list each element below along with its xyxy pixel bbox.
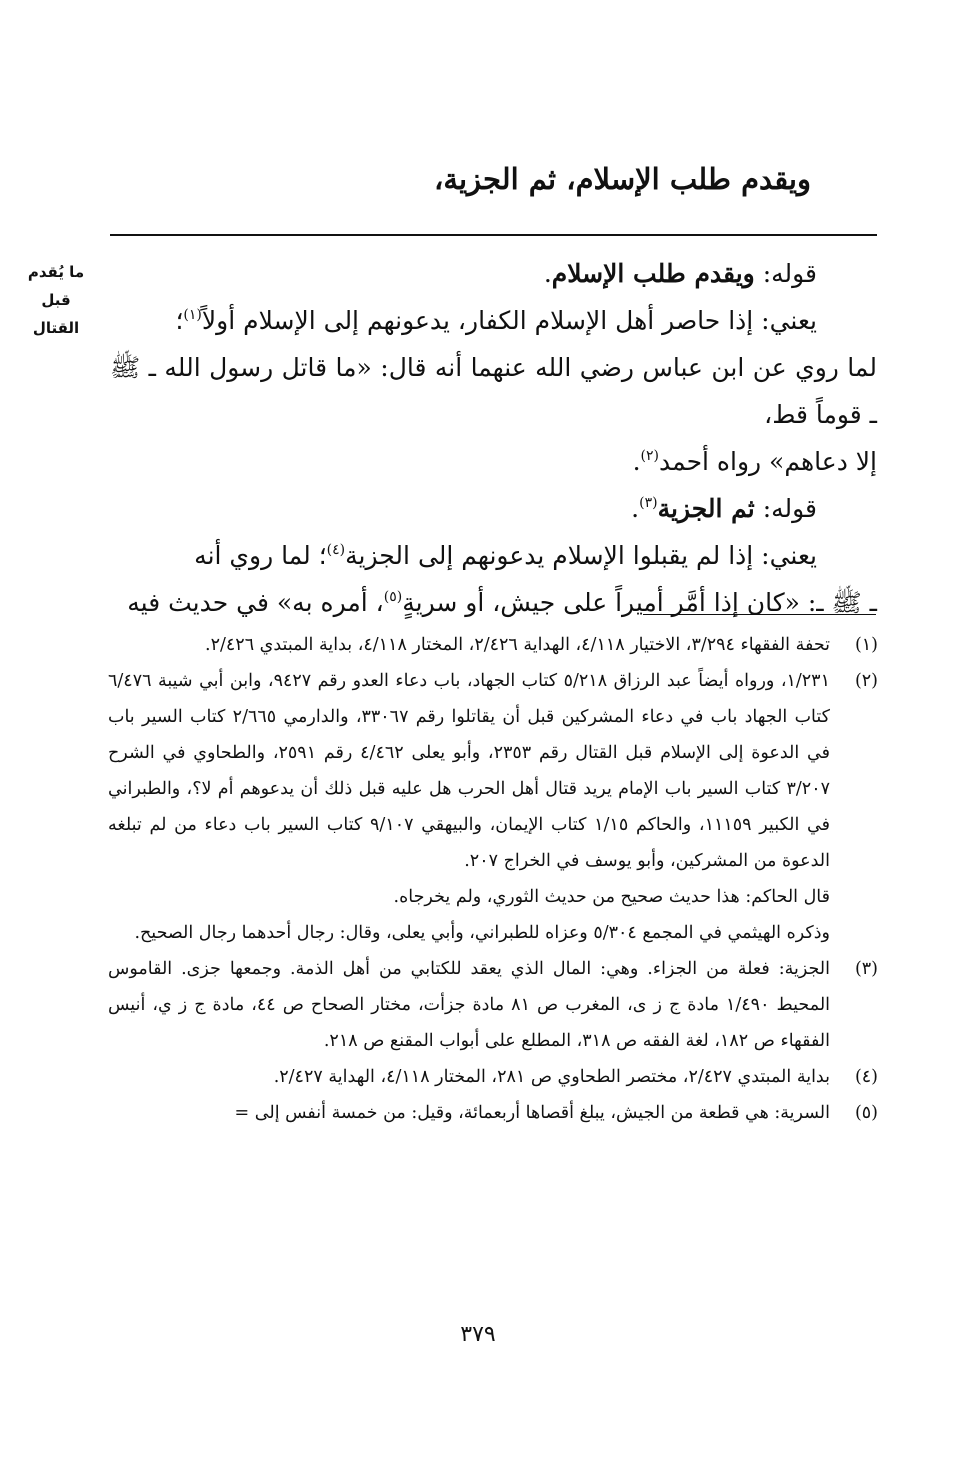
footnote-number: (٣): [854, 959, 878, 979]
margin-note-line: القتال: [32, 319, 80, 337]
footnote-5: [108, 1095, 878, 1131]
footnote-text: الجزية: فعلة من الجزاء. وهي: المال الذي يعقد للكتابي من أهل الذمة. وجمعها جزى. القاموس المحيط ١/٤٩٠ مادة ج ز ى، المغرب ص ٨١ مادة جزأت، مختار الصحاح ص ٤٤، مادة ج ز ي، أنيس الفقهاء ص ١٨٢، لغة الفقه ص ٣١٨، المطلع على أبواب المقنع ص ٢١٨.: [108, 959, 831, 1051]
footnote-number: (٥): [854, 1103, 878, 1123]
margin-note: [18, 258, 94, 342]
main-line: قوله: ثم الجزية$^{(٣)}$.: [631, 494, 817, 523]
main-line: يعني: إذا حاصر أهل الإسلام الكفار، يدعونهم إلى الإسلام أولاً$^{(١)}$؛: [175, 306, 817, 335]
footnote-text: بداية المبتدي ٢/٤٢٧، مختصر الطحاوي ص ٢٨١، المختار ٤/١١٨، الهداية ٢/٤٢٧.: [273, 1067, 830, 1087]
footnote-separator: [643, 614, 876, 615]
main-line: ـ ﷺ ـ: «كان إذا أمَّر أميراً على جيش، أو سريةٍ$^{(٥)}$، أمره به» في حديث فيه: [127, 588, 877, 617]
footnote-2: [108, 663, 878, 951]
footnotes: [108, 627, 878, 1131]
matn-text: ويقدم طلب الإسلام: [551, 259, 755, 288]
footnote-text: ١/٢٣١، ورواه أيضاً عبد الرزاق ٥/٢١٨ كتاب الجهاد، باب دعاء العدو رقم ٩٤٢٧، وابن أبي شيبة ٦/٤٧٦ كتاب الجهاد باب في دعاء المشركين قبل أن يقاتلوا رقم ٣٣٠٦٧، والدارمي ٢/٦٦٥ كتاب السير باب في الدعوة إلى الإسلام قبل القتال رقم ٢٣٥٣، وأبو يعلى ٤/٤٦٢ رقم ٢٥٩١، والطحاوي في الشرح ٣/٢٠٧ كتاب السير باب الإمام يريد قتال أهل الحرب هل عليه قبل ذلك أن يدعوهم أم لا؟، والطبراني في الكبير ١١١٥٩، والحاكم ١/١٥ كتاب الإيمان، والبيهقي ٩/١٠٧ كتاب السير باب دعاء من لم تبلغه الدعوة من المشركين، وأبو يوسف في الخراج ٢٠٧.: [108, 671, 830, 871]
margin-note-line: قبل: [41, 291, 71, 309]
page-number: ٣٧٩: [460, 1322, 496, 1347]
main-line: إلا دعاهم» رواه أحمد$^{(٢)}$.: [632, 447, 877, 476]
footnote-ref[interactable]: (٥): [383, 589, 403, 605]
footnote-text: قال الحاكم: هذا حديث صحيح من حديث الثوري، ولم يخرجاه.: [393, 887, 830, 907]
margin-note-line: ما يُقدم: [27, 263, 85, 281]
footnote-number: (١): [854, 635, 878, 655]
footnote-1: [108, 627, 878, 663]
footnote-number: (٤): [854, 1067, 878, 1087]
main-line: يعني: إذا لم يقبلوا الإسلام يدعونهم إلى الجزية$^{(٤)}$؛ لما روي أنه: [194, 541, 817, 570]
footnote-3: [108, 951, 878, 1059]
footnote-ref[interactable]: (١): [183, 307, 202, 323]
matn-text: ثم الجزية: [657, 494, 755, 523]
footnote-ref[interactable]: (٣): [639, 495, 658, 511]
footnote-text: تحفة الفقهاء ٣/٢٩٤، الاختيار ٤/١١٨، الهداية ٢/٤٢٦، المختار ٤/١١٨، بداية المبتدي ٢/٤٢٦.: [205, 635, 830, 655]
running-head: ويقدم طلب الإسلام، ثم الجزية،: [434, 162, 811, 196]
footnote-4: [108, 1059, 878, 1095]
main-line: قوله: ويقدم طلب الإسلام.: [543, 259, 817, 288]
footnote-ref[interactable]: (٢): [640, 448, 659, 464]
footnote-number: (٢): [854, 671, 878, 691]
main-text: [110, 250, 877, 626]
header-rule: [110, 234, 877, 236]
footnote-ref[interactable]: (٤): [326, 542, 346, 558]
footnote-text: وذكره الهيثمي في المجمع ٥/٣٠٤ وعزاه للطبراني، وأبي يعلى، وقال: رجال أحدهما رجال الصحيح.: [134, 923, 830, 943]
main-line: لما روي عن ابن عباس رضي الله عنهما أنه قال: «ما قاتل رسول الله ـ ﷺ ـ قوماً قط،: [110, 353, 877, 429]
footnote-text: السرية: هي قطعة من الجيش، يبلغ أقصاها أربعمائة، وقيل: من خمسة أنفس إلى =: [234, 1103, 830, 1123]
